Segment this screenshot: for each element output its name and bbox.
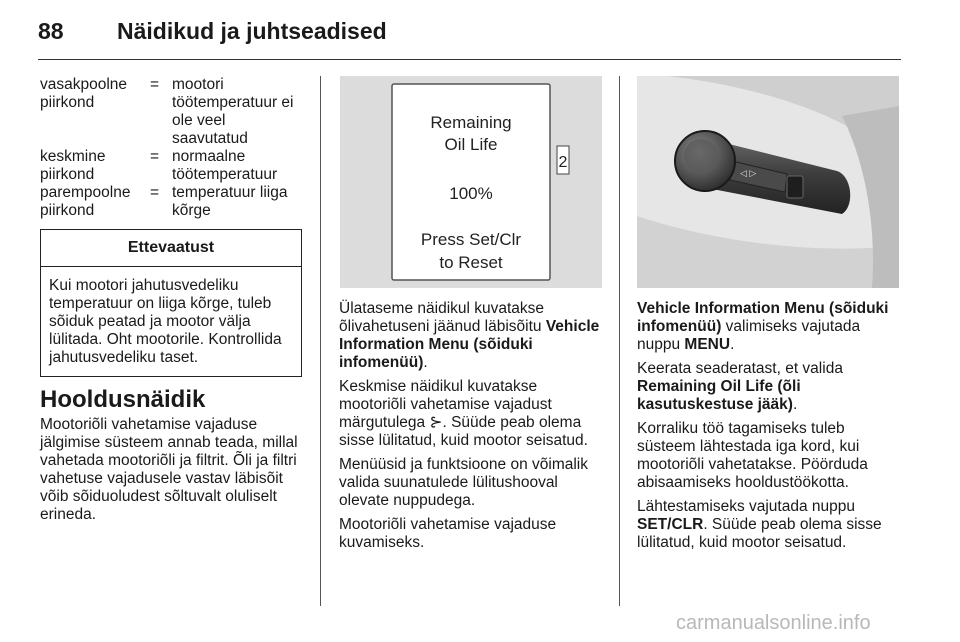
- table-row: [40, 76, 302, 148]
- section-body: [40, 416, 306, 530]
- display-percent: 100%: [449, 184, 493, 203]
- header-rule: [38, 59, 901, 60]
- table-row-value: temperatuur liiga kõrge: [172, 184, 288, 219]
- table-row-value: mootori töötemperatuur ei ole veel saavutatud: [172, 76, 294, 147]
- middle-paragraph-2: Keskmise näidikul kuvatakse mootoriõli vahetamise vajadust märgutulega ⊱. Süüde peab olema sisse lülitatud, kuid mootor seisatud.: [339, 378, 588, 449]
- section-paragraph: Mootoriõli vahetamise vajaduse jälgimise süsteem annab teada, millal vahetada mootoriõli ja filtrit. Õli ja filtri vahetuse vajadusele vastav läbisõit võib sõiduoludest sõltuvalt oluliselt erineda.: [40, 416, 298, 523]
- middle-paragraph-3: Menüüsid ja funktsioone on võimalik valida suunatulede lülitushooval olevate nuppudega.: [339, 456, 588, 509]
- warning-title: Ettevaatust: [41, 230, 301, 267]
- table-row-label: vasakpoolne piirkond: [40, 76, 128, 111]
- middle-column: [339, 300, 607, 558]
- right-paragraph-4: Lähtestamiseks vajutada nuppu SET/CLR. Süüde peab olema sisse lülitatud, kuid mootor seisatud.: [637, 498, 882, 551]
- warning-body: Kui mootori jahutusvedeliku temperatuur on liiga kõrge, tuleb sõiduk peatad ja mootor välja lülitada. Oht mootorile. Kontrollida jahutusvedeliku taset.: [49, 277, 282, 366]
- oil-life-display-illustration: [340, 76, 602, 288]
- table-row-eq: =: [150, 148, 160, 165]
- table-row-label: parempoolne piirkond: [40, 184, 131, 219]
- svg-text:◁ ▷: ◁ ▷: [740, 168, 757, 178]
- section-heading: Hooldusnäidik: [40, 386, 206, 413]
- display-line-press: Press Set/Clr: [420, 230, 522, 249]
- watermark: carmanualsonline.info: [676, 612, 871, 634]
- page-number: 88: [38, 18, 64, 44]
- page-header: [38, 14, 901, 54]
- right-paragraph-2: Keerata seaderatast, et valida Remaining Oil Life (õli kasutuskestuse jääk).: [637, 360, 843, 413]
- display-line-remaining: Remaining: [430, 113, 512, 132]
- table-row-eq: =: [150, 184, 160, 201]
- display-line-oil-life: Oil Life: [444, 135, 498, 154]
- temperature-table: [40, 76, 302, 220]
- table-row: [40, 148, 302, 184]
- right-column: [637, 300, 905, 558]
- display-side-number: 2: [558, 154, 568, 171]
- table-row-value: normaalne töötemperatuur: [172, 148, 278, 183]
- display-line-reset: to Reset: [439, 253, 503, 272]
- right-paragraph-3: Korraliku töö tagamiseks tuleb süsteem lähtestada iga kord, kui mootoriõli vahetatakse. Pöörduda abisaamiseks hooldustöökotta.: [637, 420, 868, 491]
- turn-signal-lever-illustration: [637, 76, 899, 288]
- page-title: Näidikud ja juhtseadised: [117, 18, 387, 44]
- table-row-eq: =: [150, 76, 160, 93]
- right-paragraph-1: Vehicle Information Menu (sõiduki infomenüü) valimiseks vajutada nuppu MENU.: [637, 300, 889, 353]
- column-divider-left: [320, 76, 321, 606]
- column-divider-right: [619, 76, 620, 606]
- middle-paragraph-1: Ülataseme näidikul kuvatakse õlivahetuseni jäänud läbisõitu Vehicle Information Menu (sõiduki infomenüü).: [339, 300, 600, 371]
- warning-box: [40, 229, 302, 377]
- table-row-label: keskmine piirkond: [40, 148, 106, 183]
- middle-paragraph-4: Mootoriõli vahetamise vajaduse kuvamiseks.: [339, 516, 557, 551]
- table-row: [40, 184, 302, 220]
